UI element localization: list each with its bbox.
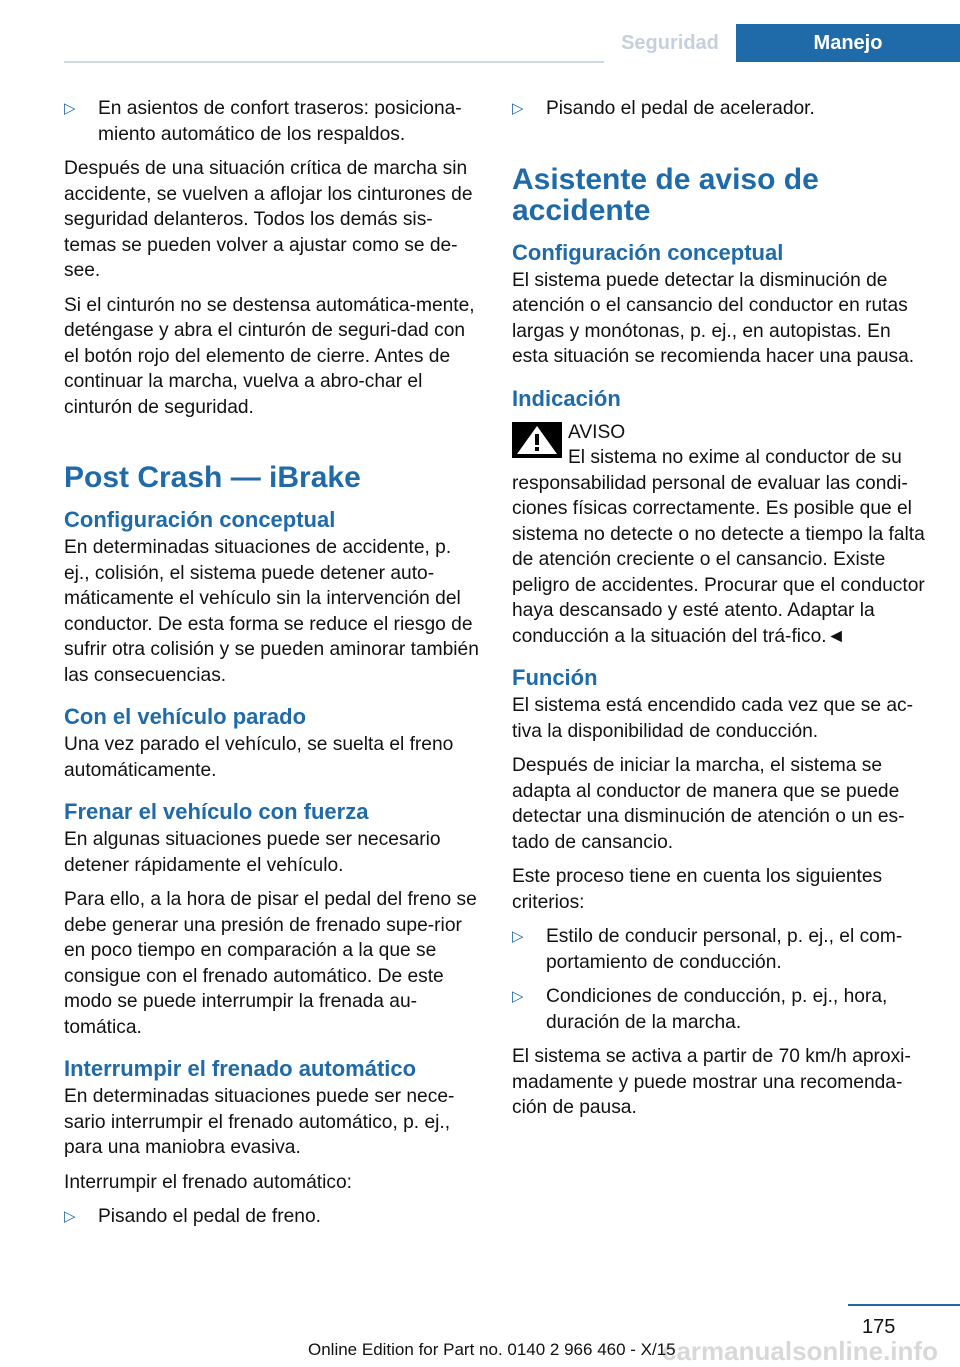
paragraph: Después de iniciar la marcha, el sistema se adapta al conductor de manera que se puede detectar una disminución de atención o un es‐tado de cansancio. [512, 755, 905, 853]
paragraph: Si el cinturón no se destensa automática‐mente, deténgase y abra el cinturón de seguri‐dad con el botón rojo del elemento de cierre. Antes de continuar la marcha, vuelva a abro‐char el cinturón de seguridad. [64, 294, 475, 418]
footer-edition-text: Online Edition for Part no. 0140 2 966 460 - X/15 [308, 1340, 676, 1359]
subheading: Frenar el vehículo con fuerza [64, 799, 369, 824]
paragraph: Después de una situación crítica de marcha sin accidente, se vuelven a aflojar los cinturones de seguridad delanteros. Todos los demás sis‐temas se pueden volver a ajustar como se de‐see. [64, 158, 473, 281]
paragraph: El sistema se activa a partir de 70 km/h aproxi‐madamente y puede mostrar una recomenda‐ción de pausa. [512, 1046, 911, 1118]
paragraph: Interrumpir el frenado automático: [64, 1171, 352, 1193]
list-item-text: En asientos de confort traseros: posiciona‐miento automático de los respaldos. [98, 98, 462, 145]
list-item-text: Pisando el pedal de acelerador. [546, 98, 815, 119]
header-tabs [604, 24, 960, 62]
subheading: Configuración conceptual [64, 507, 336, 532]
list-item [512, 984, 928, 1035]
list-item-text: Estilo de conducir personal, p. ej., el com‐portamiento de conducción. [546, 926, 903, 973]
subheading: Interrumpir el frenado automático [64, 1056, 417, 1081]
warning-text: El sistema no exime al conductor de su responsabilidad personal de evaluar las condi‐ciones físicas correctamente. Es posible que el sistema no detecte o no detecte a tiempo la falta de atención creciente o el cansancio. Existe peligro de accidentes. Procurar que el conductor haya descansado y esté atento. Adaptar la conducción a la situación del trá‐fico.◄ [512, 447, 925, 647]
subheading: Indicación [512, 385, 621, 411]
paragraph: El sistema puede detectar la disminución de atención o el cansancio del conductor en rutas largas y monótonas, p. ej., en autopistas. En esta situación se recomienda hacer una pausa. [512, 269, 915, 367]
list-item [64, 96, 480, 147]
page-number: 175 [862, 1316, 896, 1338]
subheading: Configuración conceptual [512, 239, 784, 265]
paragraph: Una vez parado el vehículo, se suelta el freno automáticamente. [64, 734, 454, 781]
warning-block [512, 420, 928, 650]
triangle-right-icon: ▷ [512, 988, 524, 1005]
subheading: Con el vehículo parado [64, 704, 307, 729]
left-column [64, 96, 480, 1239]
warning-triangle-icon [512, 422, 562, 458]
triangle-right-icon: ▷ [512, 100, 524, 117]
paragraph: En algunas situaciones puede ser necesario detener rápidamente el vehículo. [64, 829, 441, 876]
triangle-right-icon: ▷ [64, 1208, 76, 1225]
paragraph: Este proceso tiene en cuenta los siguientes criterios: [512, 866, 883, 913]
list-item-text: Pisando el pedal de freno. [98, 1206, 321, 1227]
watermark: carmanualsonline.info [662, 1336, 938, 1366]
paragraph: En determinadas situaciones puede ser nece‐sario interrumpir el frenado automático, p. ej., para una maniobra evasiva. [64, 1086, 455, 1158]
right-column [512, 96, 928, 1130]
triangle-right-icon: ▷ [512, 928, 524, 945]
tab-manejo: Manejo [736, 24, 960, 62]
list-item [512, 96, 928, 122]
paragraph: Para ello, a la hora de pisar el pedal del freno se debe generar una presión de frenado supe‐rior en poco tiempo en comparación a la que se consigue con el frenado automático. De este modo se puede interrumpir la frenada au‐tomática. [64, 889, 477, 1038]
footer-divider [848, 1304, 960, 1306]
list-item [64, 1204, 480, 1230]
warning-label: AVISO [568, 421, 626, 443]
list-item [512, 924, 928, 975]
subheading: Función [512, 665, 598, 690]
header-divider [64, 61, 604, 63]
paragraph: El sistema está encendido cada vez que se ac‐tiva la disponibilidad de conducción. [512, 695, 914, 742]
paragraph: En determinadas situaciones de accidente, p. ej., colisión, el sistema puede detener auto‐máticamente el vehículo sin la intervención del conductor. De esta forma se reduce el riesgo de sufrir otra colisión y se pueden aminorar también las consecuencias. [64, 537, 479, 686]
triangle-right-icon: ▷ [64, 100, 76, 117]
section-title-post-crash: Post Crash — iBrake [64, 461, 361, 494]
list-item-text: Condiciones de conducción, p. ej., hora, duración de la marcha. [546, 986, 888, 1033]
tab-seguridad: Seguridad [604, 24, 736, 62]
section-title-asistente: Asistente de aviso de accidente [512, 162, 819, 227]
